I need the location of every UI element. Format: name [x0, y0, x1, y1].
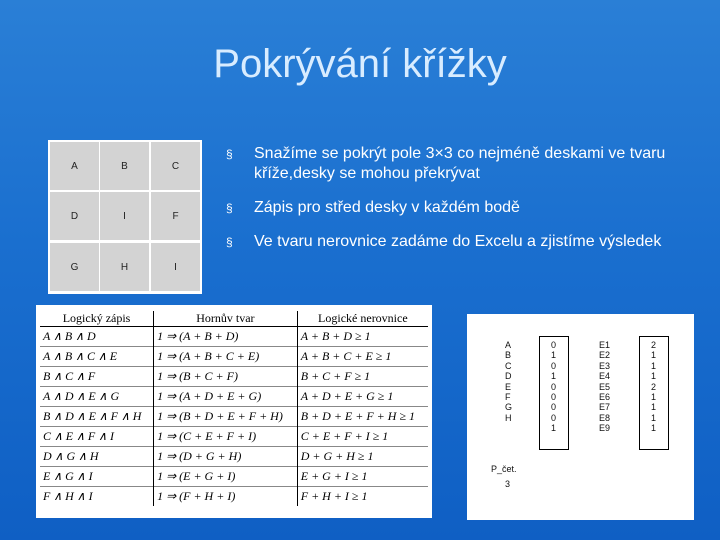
table-cell: 1 ⇒ (A + B + D)	[154, 327, 298, 347]
table-row	[40, 327, 428, 347]
table-cell: 1 ⇒ (A + D + E + G)	[154, 387, 298, 407]
table-cell: A ∧ B ∧ C ∧ E	[40, 347, 154, 367]
grid-cell-f: F	[151, 192, 200, 240]
bullet-item	[222, 232, 692, 252]
excel-value: 0	[551, 360, 557, 371]
table-cell: A ∧ B ∧ D	[40, 327, 154, 347]
bullet-marker: §	[226, 201, 233, 215]
header-inequalities: Logické nerovnice	[297, 311, 428, 327]
excel-value: 0	[551, 340, 557, 350]
excel-letter: B	[505, 350, 512, 361]
table-cell: B ∧ C ∧ F	[40, 367, 154, 387]
excel-value: 1	[651, 360, 657, 371]
table-cell: D + G + H ≥ 1	[297, 447, 428, 467]
header-horn: Hornův tvar	[154, 311, 298, 327]
table-row	[40, 387, 428, 407]
table-row	[40, 467, 428, 487]
excel-label: E7	[599, 402, 611, 413]
excel-label: E1	[599, 340, 611, 350]
table-cell: 1 ⇒ (E + G + I)	[154, 467, 298, 487]
logic-table-image	[36, 305, 432, 518]
table-cell: A + B + D ≥ 1	[297, 327, 428, 347]
excel-screenshot	[467, 314, 694, 520]
excel-value: 0	[551, 391, 557, 402]
grid-cell-d: D	[50, 192, 99, 240]
values1-column	[551, 340, 556, 434]
bullet-text: Snažíme se pokrýt pole 3×3 co nejméně deskami ve tvaru kříže,desky se mohou překrývat	[254, 145, 666, 182]
excel-label: E9	[599, 423, 611, 434]
excel-letter: H	[505, 412, 512, 423]
table-cell: 1 ⇒ (C + E + F + I)	[154, 427, 298, 447]
logic-table	[40, 311, 428, 506]
table-cell: C ∧ E ∧ F ∧ I	[40, 427, 154, 447]
table-cell: A + D + E + G ≥ 1	[297, 387, 428, 407]
excel-value: 2	[651, 381, 657, 392]
table-cell: 1 ⇒ (D + G + H)	[154, 447, 298, 467]
excel-label: E5	[599, 381, 611, 392]
excel-value: 1	[651, 350, 657, 361]
bullet-marker: §	[226, 235, 233, 249]
excel-value: 0	[551, 381, 557, 392]
table-cell: E + G + I ≥ 1	[297, 467, 428, 487]
excel-value: 1	[651, 391, 657, 402]
table-row	[40, 407, 428, 427]
slide-title: Pokrývání křížky	[213, 42, 507, 86]
values2-column	[651, 340, 656, 434]
excel-value: 1	[651, 412, 657, 423]
excel-value: 1	[651, 402, 657, 413]
bullet-marker: §	[226, 147, 233, 161]
table-cell: 1 ⇒ (B + C + F)	[154, 367, 298, 387]
excel-letter: C	[505, 360, 512, 371]
excel-label: E4	[599, 371, 611, 382]
excel-letter: A	[505, 340, 512, 350]
grid-cell-a: A	[50, 142, 99, 190]
bullet-text: Zápis pro střed desky v každém bodě	[254, 199, 520, 216]
excel-letter: G	[505, 402, 513, 413]
excel-value: 0	[551, 402, 557, 413]
cross-grid	[48, 140, 202, 294]
excel-value: 1	[551, 350, 557, 361]
excel-letter: F	[505, 391, 511, 402]
excel-value: 1	[651, 423, 657, 434]
table-cell: B + D + E + F + H ≥ 1	[297, 407, 428, 427]
excel-label: E8	[599, 412, 611, 423]
letters-column	[505, 340, 512, 423]
table-cell: F ∧ H ∧ I	[40, 487, 154, 507]
table-cell: 1 ⇒ (B + D + E + F + H)	[154, 407, 298, 427]
table-cell: A + B + C + E ≥ 1	[297, 347, 428, 367]
excel-value: 0	[551, 412, 557, 423]
table-cell: 1 ⇒ (A + B + C + E)	[154, 347, 298, 367]
excel-value: 2	[651, 340, 657, 350]
grid-cell-c: C	[151, 142, 200, 190]
grid-cell-g: G	[50, 243, 99, 291]
table-row	[40, 347, 428, 367]
excel-value: 1	[551, 371, 557, 382]
excel-letter: E	[505, 381, 512, 392]
labels2-column	[599, 340, 610, 434]
table-cell: A ∧ D ∧ E ∧ G	[40, 387, 154, 407]
grid-cell-e: I	[100, 192, 149, 240]
excel-label: E6	[599, 391, 611, 402]
excel-label: E2	[599, 350, 611, 361]
grid-cell-i: I	[151, 243, 200, 291]
table-row	[40, 487, 428, 507]
count-label: P_čet.	[491, 464, 517, 474]
header-logical: Logický zápis	[40, 311, 154, 327]
table-header-row	[40, 311, 428, 327]
table-cell: B + C + F ≥ 1	[297, 367, 428, 387]
bullet-text: Ve tvaru nerovnice zadáme do Excelu a zjistíme výsledek	[254, 233, 662, 250]
table-cell: C + E + F + I ≥ 1	[297, 427, 428, 447]
bullet-item	[222, 144, 692, 184]
grid-cell-h: H	[100, 243, 149, 291]
excel-letter: D	[505, 371, 512, 382]
table-cell: 1 ⇒ (F + H + I)	[154, 487, 298, 507]
table-cell: D ∧ G ∧ H	[40, 447, 154, 467]
table-cell: E ∧ G ∧ I	[40, 467, 154, 487]
excel-value: 1	[651, 371, 657, 382]
table-row	[40, 427, 428, 447]
table-row	[40, 367, 428, 387]
table-row	[40, 447, 428, 467]
table-cell: F + H + I ≥ 1	[297, 487, 428, 507]
bullet-list	[222, 144, 692, 266]
count-value: 3	[505, 479, 511, 489]
excel-label: E3	[599, 360, 611, 371]
table-cell: B ∧ D ∧ E ∧ F ∧ H	[40, 407, 154, 427]
bullet-item	[222, 198, 692, 218]
grid-cell-b: B	[100, 142, 149, 190]
excel-value: 1	[551, 423, 557, 434]
